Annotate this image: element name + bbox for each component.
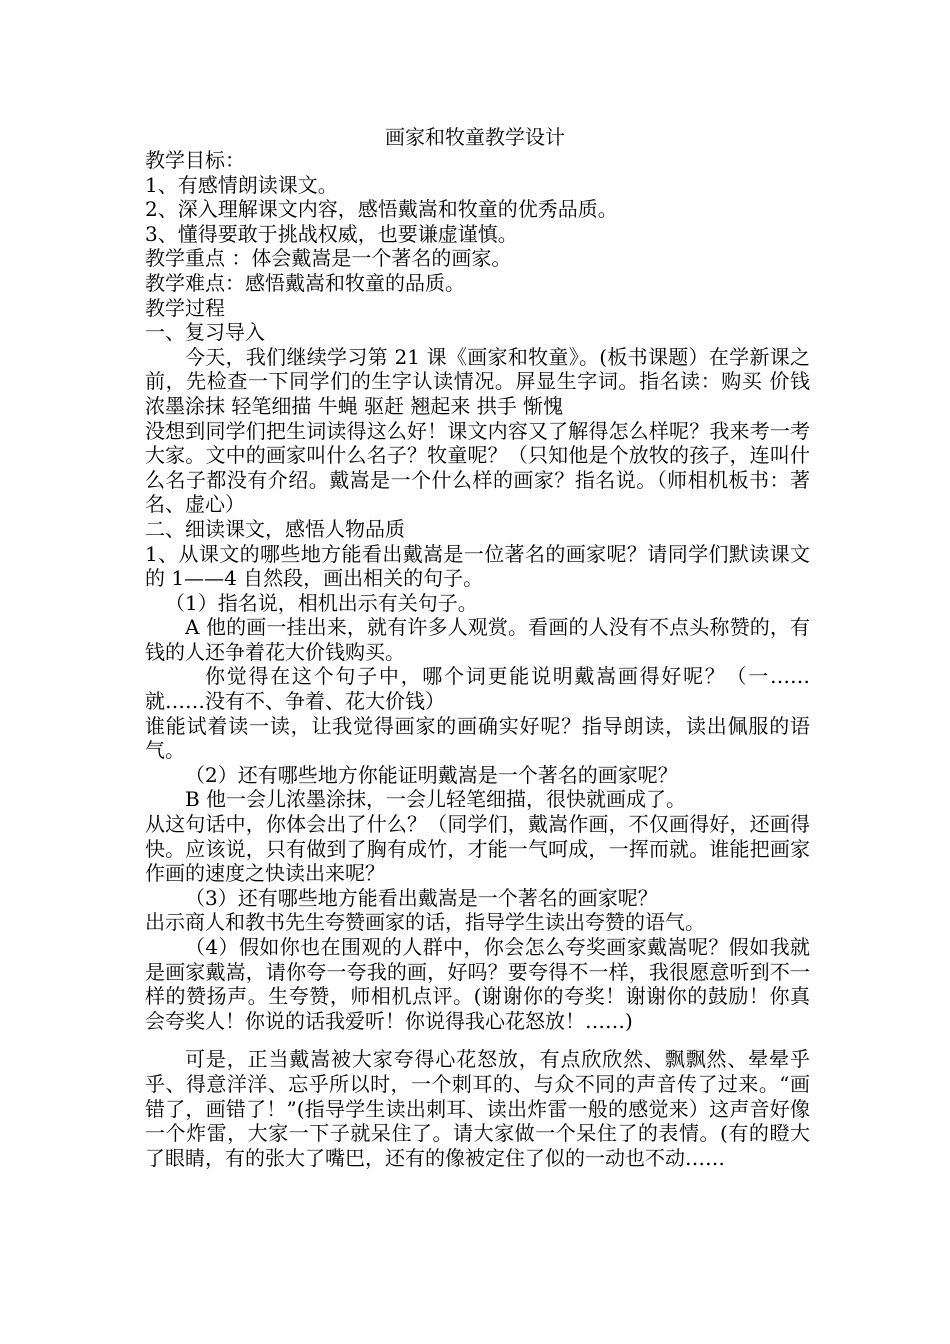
paragraph: 谁能试着读一读，让我觉得画家的画确实好呢？指导朗读，读出佩服的语气。 [145, 713, 810, 763]
paragraph: A 他的画一挂出来，就有许多人观赏。看画的人没有不点头称赞的，有钱的人还争着花大价钱购买。 [145, 615, 810, 664]
paragraph: 今天，我们继续学习第 21 课《画家和牧童》。(板书课题）在学新课之前，先检查一下同学们的生字认读情况。屏显生字词。指名读：购买 价钱 浓墨涂抹 轻笔细描 牛蝇 驱赶 翘起来 拱手 惭愧 [145, 344, 810, 418]
paragraph: 教学难点：感悟戴嵩和牧童的品质。 [145, 270, 465, 295]
paragraph: 你觉得在这个句子中，哪个词更能说明戴嵩画得好呢？（一……就……没有不、争着、花大价钱） [145, 664, 810, 714]
paragraph: 教学过程 [145, 295, 225, 320]
paragraph: 1、从课文的哪些地方能看出戴嵩是一位著名的画家呢？请同学们默读课文的 1——4 自然段，画出相关的句子。 [145, 541, 810, 591]
paragraph: 2、深入理解课文内容，感悟戴嵩和牧童的优秀品质。 [145, 197, 618, 222]
paragraph: （4）假如你也在围观的人群中，你会怎么夸奖画家戴嵩呢？假如我就是画家戴嵩，请你夸一夸我的画，好吗？要夸得不一样，我很愿意听到不一样的赞扬声。生夸赞，师相机点评。(谢谢你的夸奖！谢谢你的鼓励！你真会夸奖人！你说的话我爱听！你说得我心花怒放！……) [145, 935, 810, 1033]
paragraph: 二、细读课文，感悟人物品质 [145, 516, 405, 541]
paragraph: 教学重点 ：体会戴嵩是一个著名的画家。 [145, 246, 512, 271]
paragraph: 1、有感情朗读课文。 [145, 172, 338, 197]
paragraph: B 他一会儿浓墨涂抹，一会儿轻笔细描，很快就画成了。 [185, 787, 687, 812]
paragraph: 从这句话中，你体会出了什么？（同学们，戴嵩作画，不仅画得好，还画得快。应该说，只有做到了胸有成竹，才能一气呵成，一挥而就。谁能把画家作画的速度之快读出来呢？ [145, 812, 810, 886]
paragraph: （1）指名说，相机出示有关句子。 [165, 590, 478, 615]
paragraph: 可是，正当戴嵩被大家夸得心花怒放，有点欣欣然、飘飘然、晕晕乎乎、得意洋洋、忘乎所以时，一个刺耳的、与众不同的声音传了过来。“画错了，画错了！”(指导学生读出刺耳、读出炸雷一般的感觉来）这声音好像一个炸雷，大家一下子就呆住了。请大家做一个呆住了的表情。(有的瞪大了眼睛，有的张大了嘴巴，还有的像被定住了似的一动也不动…… [145, 1047, 810, 1170]
paragraph: 教学目标： [145, 148, 245, 172]
paragraph: 3、懂得要敢于挑战权威，也要谦虚谨慎。 [145, 221, 518, 246]
paragraph-gap [145, 1033, 810, 1047]
paragraph: （3）还有哪些地方能看出戴嵩是一个著名的画家呢？ [185, 885, 658, 910]
document-title: 画家和牧童教学设计 [385, 125, 565, 149]
paragraph: （2）还有哪些地方你能证明戴嵩是一个著名的画家呢？ [185, 762, 678, 787]
paragraph: 一、复习导入 [145, 320, 265, 345]
paragraph: 出示商人和教书先生夸赞画家的话，指导学生读出夸赞的语气。 [145, 910, 705, 935]
document-body [145, 148, 810, 1170]
paragraph: 没想到同学们把生词读得这么好！课文内容又了解得怎么样呢？我来考一考大家。文中的画家叫什么名子？牧童呢？（只知他是个放牧的孩子，连叫什么名子都没有介绍。戴嵩是一个什么样的画家？指名说。（师相机板书：著名、虚心） [145, 418, 810, 517]
